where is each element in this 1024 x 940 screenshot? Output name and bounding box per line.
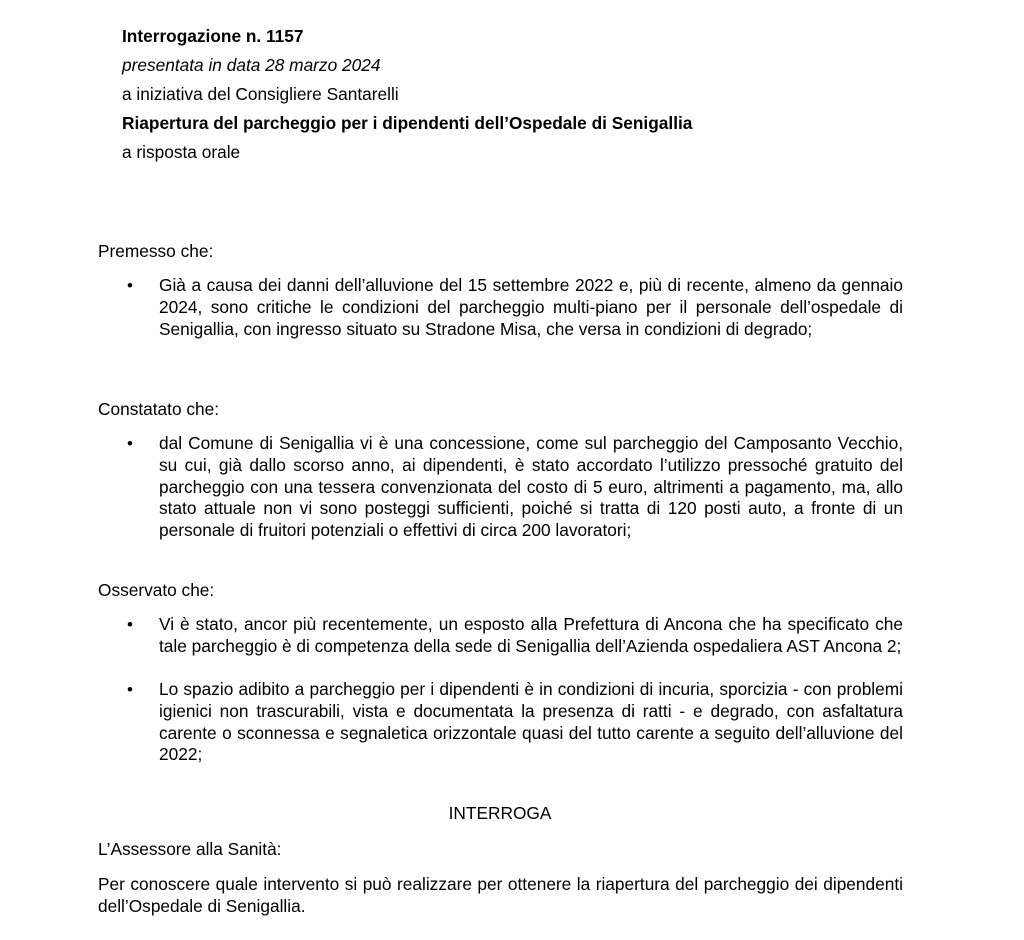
constatato-item: dal Comune di Senigallia vi è una concessione, come sul parcheggio del Camposanto Vecchio, su cui, già dallo scorso anno, ai dipendenti, è stato accordato l’utilizzo pressoché gratuito del parcheggio con una tessera convenzionata del costo di 5 euro, altrimenti a pagamento, ma, allo stato attuale non vi sono posteggi sufficienti, poiché si tratta di 120 posti auto, a fronte di un personale di fruitori potenziali o effettivi di circa 200 lavoratori; <box>159 433 903 541</box>
section-label-premesso: Premesso che: <box>98 241 214 261</box>
bullet-marker: • <box>127 680 133 699</box>
bullet-marker: • <box>127 434 133 453</box>
bullet-marker: • <box>127 276 133 295</box>
initiative-line: a iniziativa del Consigliere Santarelli <box>122 84 399 104</box>
addressee: L’Assessore alla Sanità: <box>98 839 282 859</box>
presentation-date: presentata in data 28 marzo 2024 <box>122 55 381 75</box>
document-subject: Riapertura del parcheggio per i dipendenti dell’Ospedale di Senigallia <box>122 113 693 133</box>
response-type: a risposta orale <box>122 142 241 162</box>
interroga-heading: INTERROGA <box>448 803 552 823</box>
premesso-item: Già a causa dei danni dell’alluvione del 15 settembre 2022 e, più di recente, almeno da gennaio 2024, sono critiche le condizioni del parcheggio multi-piano per il personale dell’ospedale di Senigallia, con ingresso situato su Stradone Misa, che versa in condizioni di degrado; <box>159 275 903 339</box>
bullet-marker: • <box>127 615 133 634</box>
section-label-constatato: Constatato che: <box>98 399 220 419</box>
document-title: Interrogazione n. 1157 <box>122 26 304 46</box>
section-label-osservato: Osservato che: <box>98 580 215 600</box>
osservato-item: Vi è stato, ancor più recentemente, un esposto alla Prefettura di Ancona che ha specificato che tale parcheggio è di competenza della sede di Senigallia dell’Azienda ospedaliera AST Ancona 2; <box>159 614 903 656</box>
osservato-item: Lo spazio adibito a parcheggio per i dipendenti è in condizioni di incuria, sporcizia - con problemi igienici non trascurabili, vista e documentata la presenza di ratti - e degrado, con asfaltatura carente o sconnessa e segnaletica orizzontale quasi del tutto carente a seguito dell’alluvione del 2022; <box>159 679 903 765</box>
request-paragraph: Per conoscere quale intervento si può realizzare per ottenere la riapertura del parcheggio dei dipendenti dell’Ospedale di Senigallia. <box>98 874 903 916</box>
